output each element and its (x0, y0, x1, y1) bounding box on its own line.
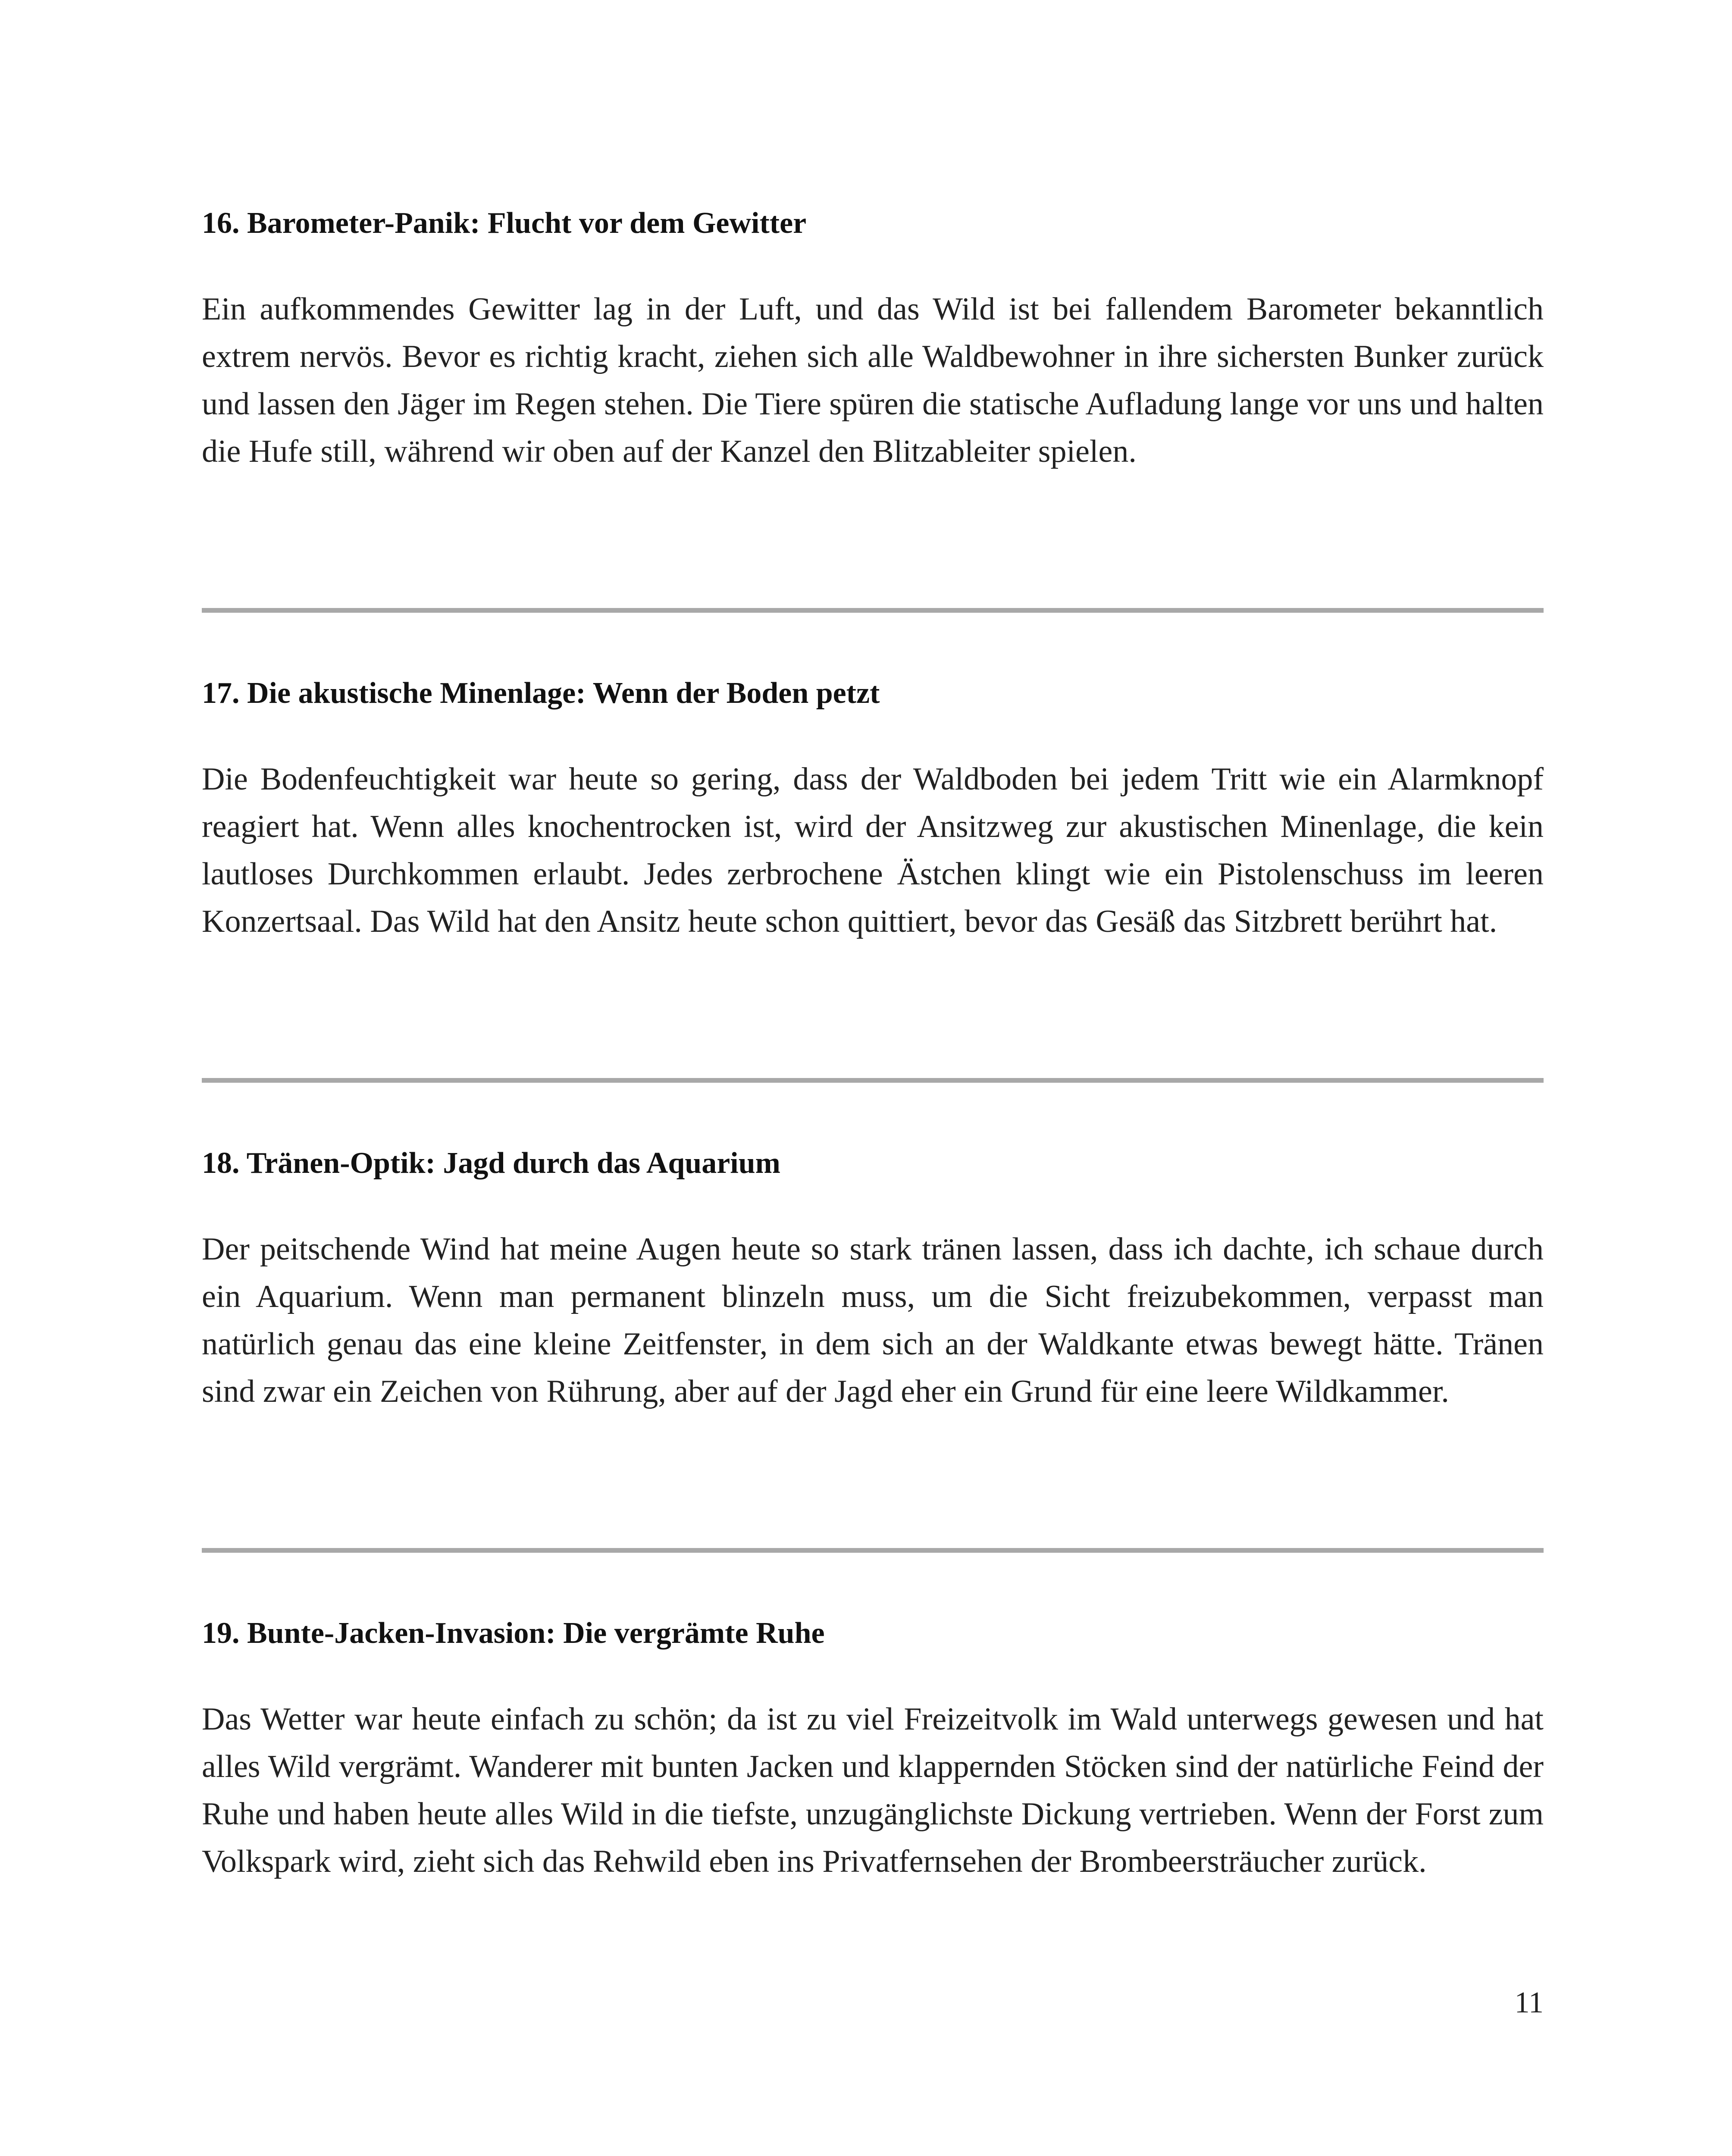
page-number: 11 (1514, 1986, 1544, 2019)
section-19 (202, 1613, 1544, 1885)
section-heading: 18. Tränen-Optik: Jagd durch das Aquarium (202, 1147, 780, 1180)
section-body: Das Wetter war heute einfach zu schön; da ist zu viel Freizeitvolk im Wald unterwegs gewesen und hat alles Wild vergrämt. Wanderer mit bunten Jacken und klappernden Stöcken sind der natürliche Feind der Ruhe und haben heute alles Wild in die tiefste, unzugänglichste Dickung vertrieben. Wenn der Forst zum Volkspark wird, zieht sich das Rehwild eben ins Privatfernsehen der Brombeersträucher zurück. (202, 1702, 1544, 1879)
section-18 (202, 1143, 1544, 1415)
section-divider (202, 1548, 1544, 1553)
section-heading: 16. Barometer-Panik: Flucht vor dem Gewitter (202, 207, 807, 240)
section-17 (202, 673, 1544, 945)
section-body: Ein aufkommendes Gewitter lag in der Luft, und das Wild ist bei fallendem Barometer bekanntlich extrem nervös. Bevor es richtig kracht, ziehen sich alle Waldbewohner in ihre sichersten Bunker zurück und lassen den Jäger im Regen stehen. Die Tiere spüren die statische Aufladung lange vor uns und halten die Hufe still, während wir oben auf der Kanzel den Blitzableiter spielen. (202, 291, 1544, 469)
section-body: Die Bodenfeuchtigkeit war heute so gering, dass der Waldboden bei jedem Tritt wie ein Alarmknopf reagiert hat. Wenn alles knochentrocken ist, wird der Ansitzweg zur akustischen Minenlage, die kein lautloses Durchkommen erlaubt. Jedes zerbrochene Ästchen klingt wie ein Pistolenschuss im leeren Konzertsaal. Das Wild hat den Ansitz heute schon quittiert, bevor das Gesäß das Sitzbrett berührt hat. (202, 761, 1544, 939)
section-16 (202, 203, 1544, 475)
section-heading: 19. Bunte-Jacken-Invasion: Die vergrämte Ruhe (202, 1617, 825, 1650)
section-divider (202, 1078, 1544, 1083)
section-heading: 17. Die akustische Minenlage: Wenn der Boden petzt (202, 677, 880, 710)
section-divider (202, 608, 1544, 613)
section-body: Der peitschende Wind hat meine Augen heute so stark tränen lassen, dass ich dachte, ich schaue durch ein Aquarium. Wenn man permanent blinzeln muss, um die Sicht freizubekommen, verpasst man natürlich genau das eine kleine Zeitfenster, in dem sich an der Waldkante etwas bewegt hätte. Tränen sind zwar ein Zeichen von Rührung, aber auf der Jagd eher ein Grund für eine leere Wildkammer. (202, 1232, 1544, 1409)
